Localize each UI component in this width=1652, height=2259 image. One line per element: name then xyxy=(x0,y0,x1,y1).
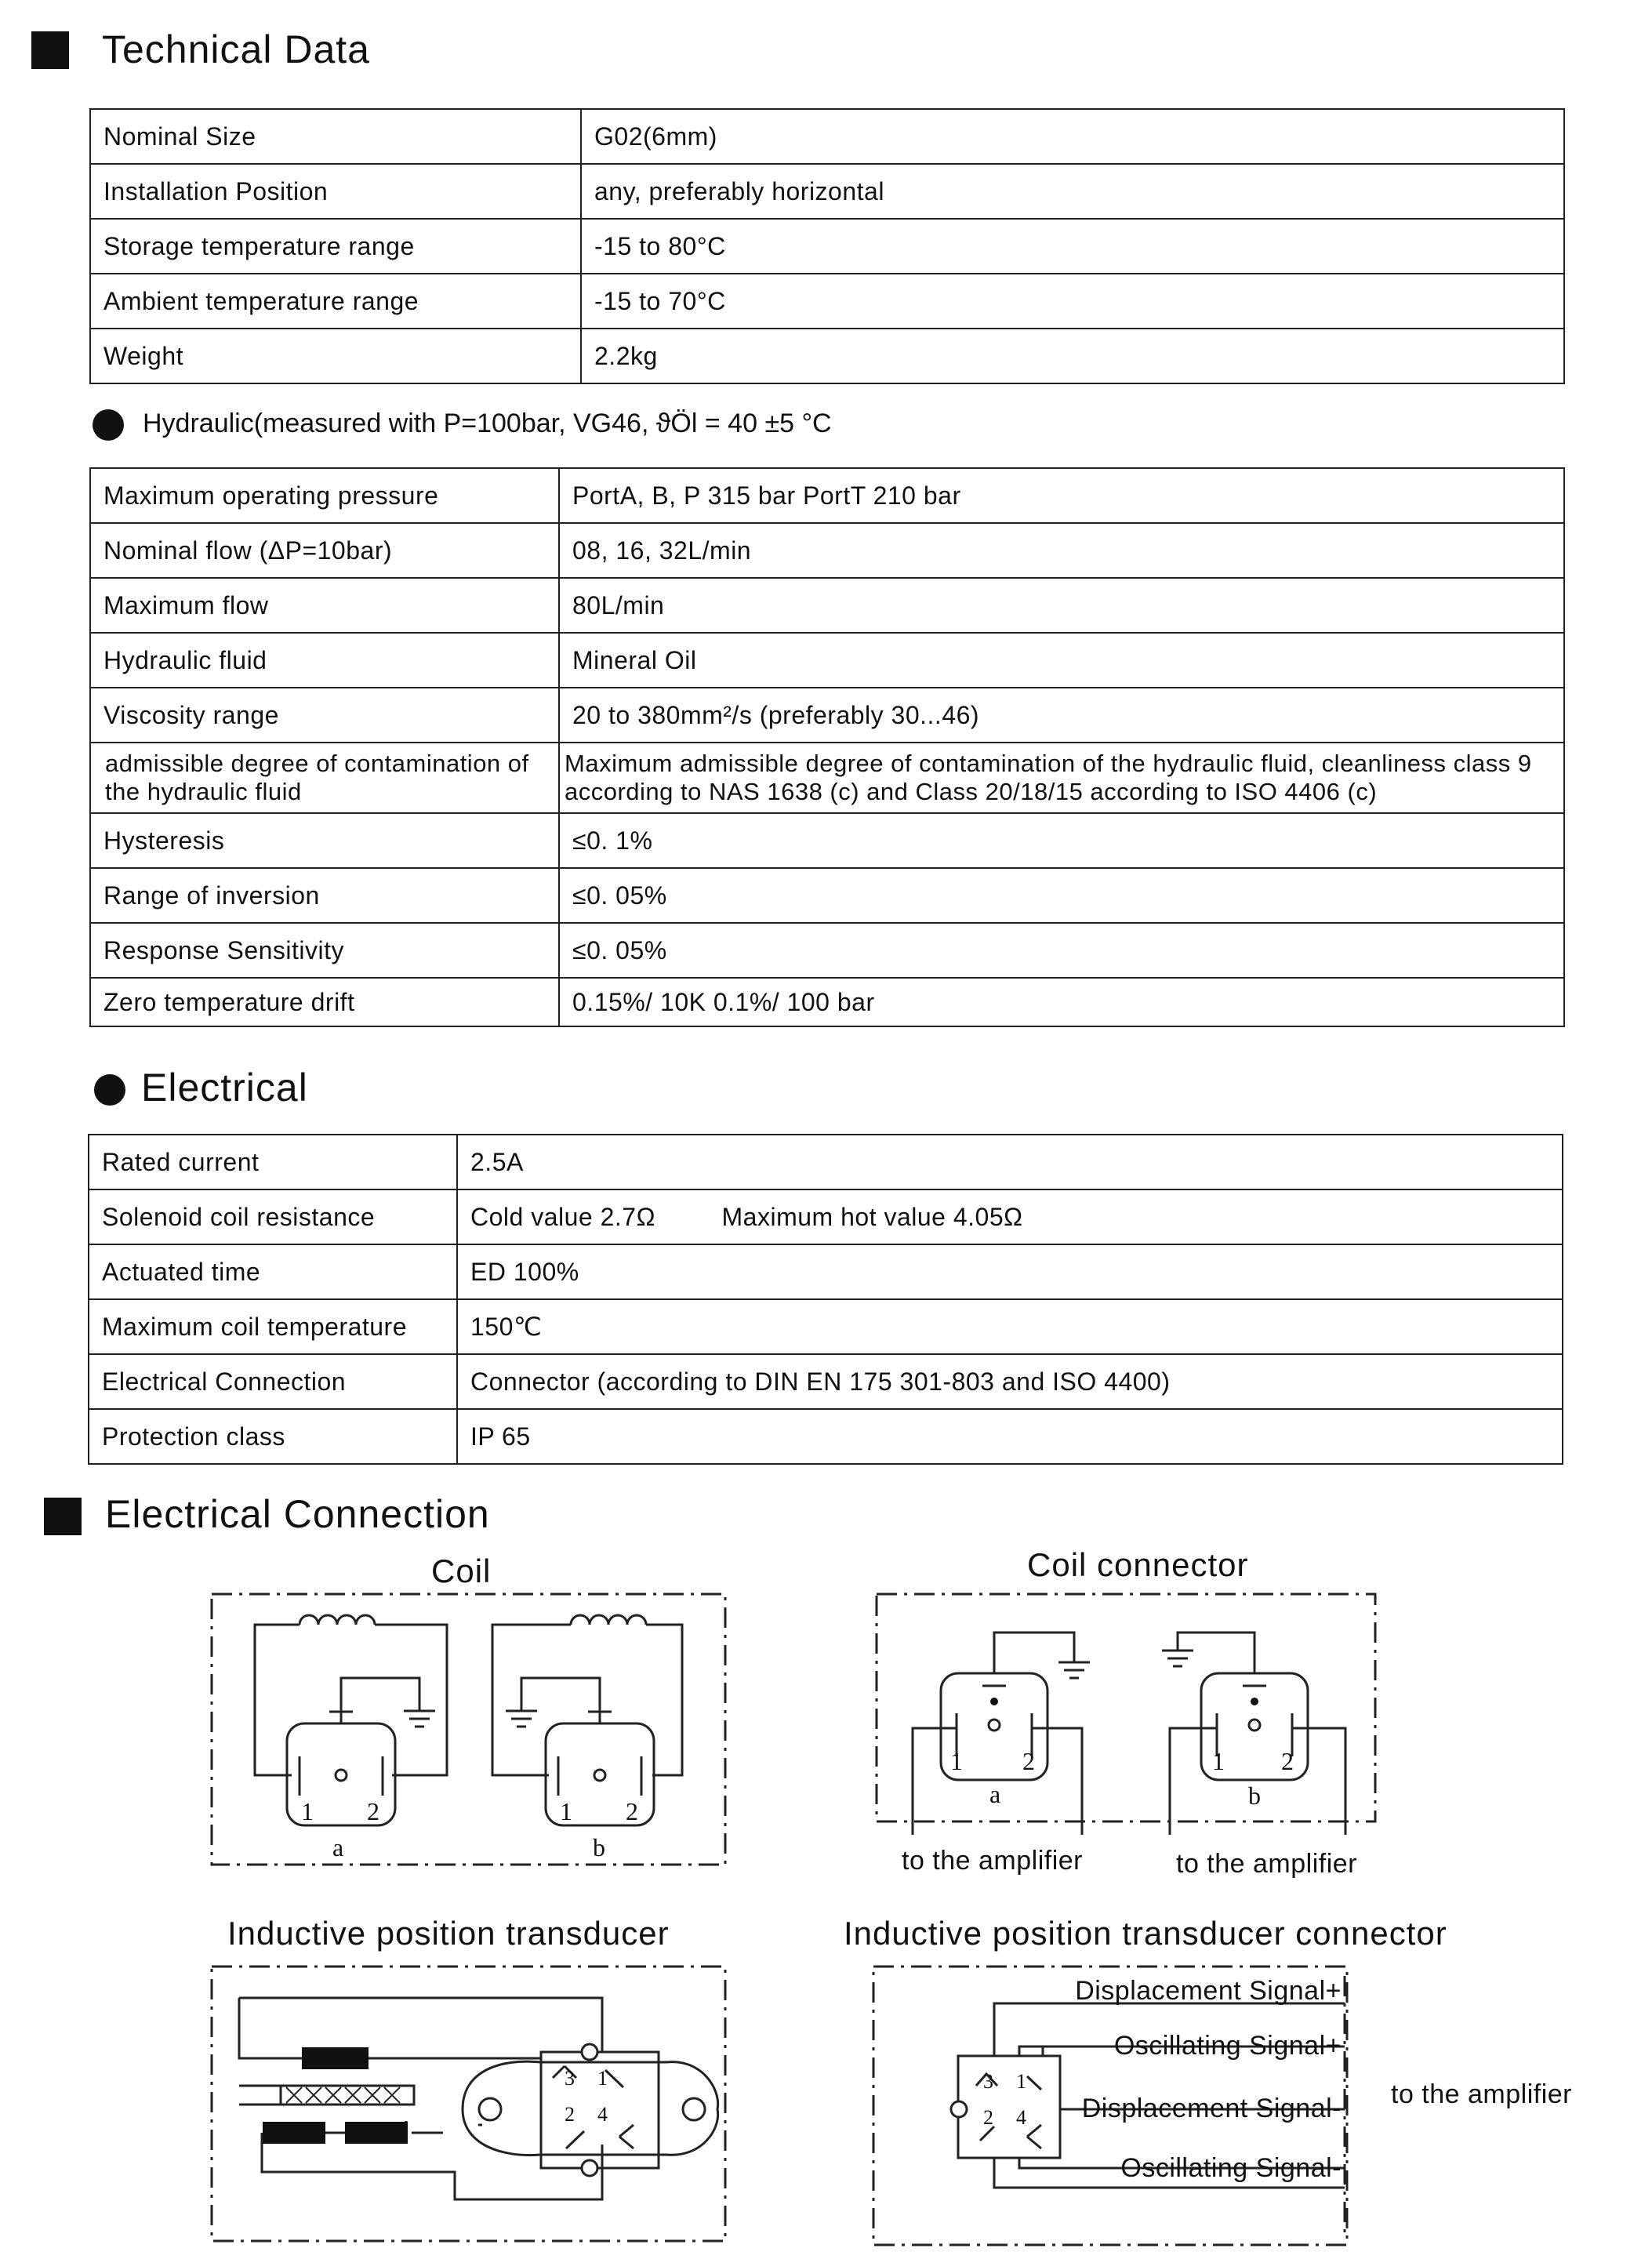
spec-label: Weight xyxy=(90,329,581,383)
spec-label: Maximum coil temperature xyxy=(89,1299,457,1354)
pin-label: 3 xyxy=(565,2067,575,2090)
coil-connector-frame xyxy=(877,1594,1375,1821)
pin-label: 2 xyxy=(565,2103,575,2126)
pin-label: 1 xyxy=(950,1747,964,1775)
spec-label: Zero temperature drift xyxy=(90,978,559,1026)
spec-value: G02(6mm) xyxy=(581,109,1564,164)
signal-label: Displacement Signal- xyxy=(1081,2094,1342,2123)
coil-block xyxy=(302,2047,369,2069)
spec-label: Ambient temperature range xyxy=(90,274,581,329)
spec-label: Response Sensitivity xyxy=(90,923,559,978)
pin-label: 3 xyxy=(983,2070,994,2093)
pin-label: 1 xyxy=(597,2067,608,2090)
spec-label: Viscosity range xyxy=(90,688,559,743)
electrical-heading: Electrical xyxy=(141,1066,308,1110)
spec-value: ≤0. 05% xyxy=(559,923,1564,978)
spec-label: Actuated time xyxy=(89,1244,457,1299)
technical-data-heading: Technical Data xyxy=(102,27,370,71)
spec-value: IP 65 xyxy=(457,1409,1563,1464)
hydraulic-heading: Hydraulic(measured with P=100bar, VG46, ϑÖl = 40 ±5 °C xyxy=(143,409,832,438)
spec-value: Mineral Oil xyxy=(559,633,1564,688)
coil-b-label: b xyxy=(593,1833,606,1861)
spec-value: PortA, B, P 315 bar PortT 210 bar xyxy=(559,468,1564,523)
spec-label: Range of inversion xyxy=(90,868,559,923)
spec-label: admissible degree of contamination of the hydraulic fluid xyxy=(90,743,559,813)
spec-value: -15 to 70°C xyxy=(581,274,1564,329)
spec-value: 2.2kg xyxy=(581,329,1564,383)
spec-label: Maximum operating pressure xyxy=(90,468,559,523)
coil-block xyxy=(345,2122,408,2144)
spec-label: Protection class xyxy=(89,1409,457,1464)
spec-label: Nominal flow (ΔP=10bar) xyxy=(90,523,559,578)
spec-value: 0.15%/ 10K 0.1%/ 100 bar xyxy=(559,978,1564,1026)
spec-value: 08, 16, 32L/min xyxy=(559,523,1564,578)
spec-value: ≤0. 1% xyxy=(559,813,1564,868)
pin-label: 2 xyxy=(1022,1747,1036,1775)
spec-value: 80L/min xyxy=(559,578,1564,633)
spec-label: Maximum flow xyxy=(90,578,559,633)
coil-title: Coil xyxy=(431,1553,492,1589)
pin-label: 1 xyxy=(1016,2070,1027,2093)
pin-label: 4 xyxy=(1016,2106,1027,2129)
spec-label: Electrical Connection xyxy=(89,1354,457,1409)
signal-label: Oscillating Signal+ xyxy=(1113,2031,1342,2061)
spec-value: 20 to 380mm²/s (preferably 30...46) xyxy=(559,688,1564,743)
pin-label: 1 xyxy=(560,1797,573,1825)
spec-label: Installation Position xyxy=(90,164,581,219)
transducer-connector-title: Inductive position transducer connector xyxy=(844,1915,1447,1952)
coil-connector-b-label: b xyxy=(1248,1781,1262,1810)
coil-block xyxy=(263,2122,325,2144)
spec-value: ED 100% xyxy=(457,1244,1563,1299)
coil-connector-a-label: a xyxy=(989,1780,1001,1808)
pin-label: 2 xyxy=(983,2106,994,2129)
spec-value: any, preferably horizontal xyxy=(581,164,1564,219)
coil-connector-title: Coil connector xyxy=(1027,1546,1249,1583)
amplifier-label: to the amplifier xyxy=(1391,2079,1572,2109)
spec-label: Storage temperature range xyxy=(90,219,581,274)
spec-value: Maximum admissible degree of contamination of the hydraulic fluid, cleanliness class 9 according to NAS 1638 (c) and Class 20/18/15 according to ISO 4406 (c) xyxy=(559,743,1564,813)
pin-label: 1 xyxy=(1212,1747,1225,1775)
pin-label: 4 xyxy=(597,2103,608,2126)
electrical-connection-heading: Electrical Connection xyxy=(105,1492,490,1536)
spec-value: ≤0. 05% xyxy=(559,868,1564,923)
spec-value: Connector (according to DIN EN 175 301-803 and ISO 4400) xyxy=(457,1354,1563,1409)
spec-label: Rated current xyxy=(89,1135,457,1189)
spec-value: 2.5A xyxy=(457,1135,1563,1189)
spec-label: Hysteresis xyxy=(90,813,559,868)
pin-label: 1 xyxy=(301,1797,314,1825)
amplifier-label-right: to the amplifier xyxy=(1176,1849,1357,1879)
coil-a-label: a xyxy=(332,1833,344,1861)
spec-label: Solenoid coil resistance xyxy=(89,1189,457,1244)
signal-label: Oscillating Signal- xyxy=(1120,2153,1342,2183)
spec-value: Cold value 2.7Ω Maximum hot value 4.05Ω xyxy=(457,1189,1563,1244)
pin-label: 2 xyxy=(626,1797,639,1825)
spec-value: 150℃ xyxy=(457,1299,1563,1354)
spec-value: -15 to 80°C xyxy=(581,219,1564,274)
pin-label: 2 xyxy=(367,1797,380,1825)
transducer-title: Inductive position transducer xyxy=(227,1915,670,1952)
spec-label: Hydraulic fluid xyxy=(90,633,559,688)
signal-label: Displacement Signal+ xyxy=(1075,1976,1342,2006)
amplifier-label-left: to the amplifier xyxy=(902,1846,1083,1876)
pin-label: 2 xyxy=(1281,1747,1294,1775)
spec-label: Nominal Size xyxy=(90,109,581,164)
